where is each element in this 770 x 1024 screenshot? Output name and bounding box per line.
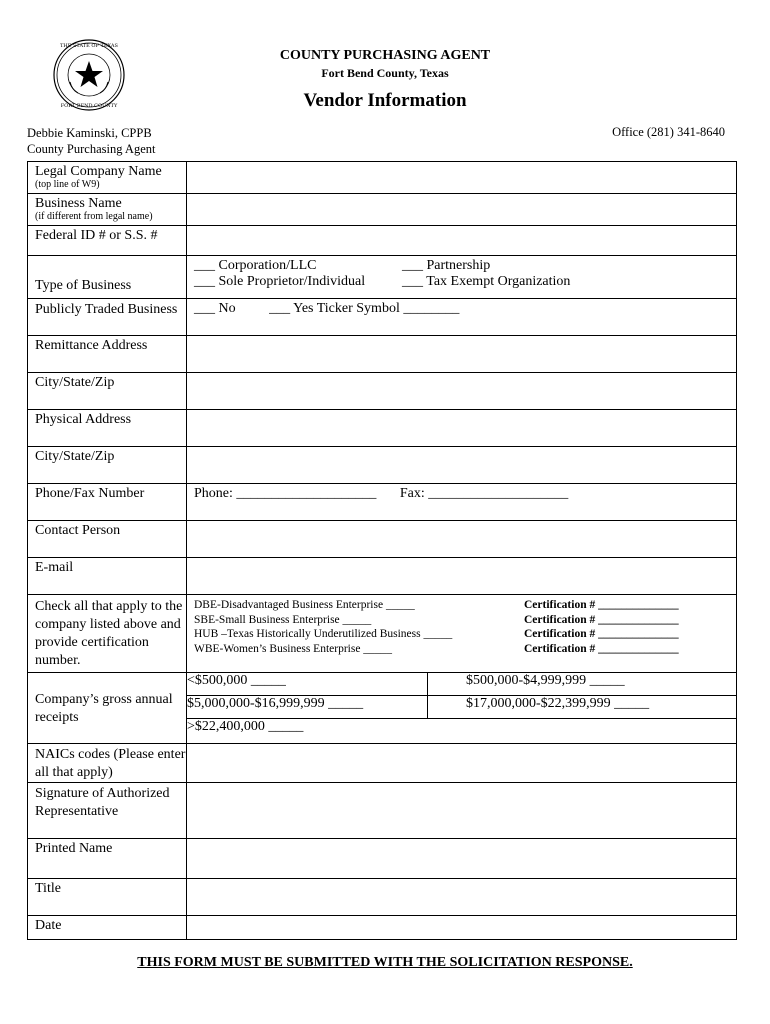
physical-address-label: Physical Address — [28, 410, 187, 447]
public-yes-option[interactable]: ___ Yes Ticker Symbol ________ — [269, 301, 460, 316]
phone-fax-field — [187, 484, 737, 521]
type-sole-proprietor-option[interactable]: ___ Sole Proprietor/Individual — [194, 274, 366, 289]
receipts-over-22m[interactable]: >$22,400,000 _____ — [187, 719, 428, 742]
type-label: Type of Business — [28, 256, 187, 299]
type-corporation-option[interactable]: ___ Corporation/LLC — [194, 258, 317, 273]
county-subheading: Fort Bend County, Texas — [321, 66, 449, 80]
email-label: E-mail — [28, 558, 187, 595]
agent-title: County Purchasing Agent — [27, 142, 156, 156]
title-field[interactable] — [187, 879, 737, 916]
city-state-zip-field-2[interactable] — [187, 447, 737, 484]
contact-person-label: Contact Person — [28, 521, 187, 558]
remittance-address-label: Remittance Address — [28, 336, 187, 373]
email-field[interactable] — [187, 558, 737, 595]
svg-text:FORT BEND COUNTY: FORT BEND COUNTY — [60, 103, 118, 109]
publicly-traded-label: Publicly Traded Business — [28, 299, 187, 336]
sbe-option[interactable]: SBE-Small Business Enterprise _____ — [194, 613, 372, 626]
city-state-zip-field-1[interactable] — [187, 373, 737, 410]
printed-name-field[interactable] — [187, 839, 737, 879]
federal-id-field[interactable] — [187, 226, 737, 256]
type-tax-exempt-option[interactable]: ___ Tax Exempt Organization — [402, 274, 571, 289]
receipts-500k-5m[interactable]: $500,000-$4,999,999 _____ — [466, 673, 625, 688]
public-no-option[interactable]: ___ No — [194, 301, 236, 316]
receipts-under-500k[interactable]: <$500,000 _____ — [187, 673, 428, 696]
type-options — [187, 256, 737, 299]
federal-id-label: Federal ID # or S.S. # — [28, 226, 187, 256]
phone-field[interactable]: Phone: ____________________ — [194, 486, 377, 501]
wbe-certification-number[interactable]: Certification # ______________ — [524, 642, 679, 655]
gross-receipts-label: Company’s gross annual receipts — [28, 673, 187, 744]
wbe-option[interactable]: WBE-Women’s Business Enterprise _____ — [194, 642, 393, 655]
agent-info — [27, 125, 155, 157]
sbe-certification-number[interactable]: Certification # ______________ — [524, 613, 679, 626]
svg-text:THE STATE OF TEXAS: THE STATE OF TEXAS — [60, 43, 118, 49]
legal-name-field[interactable] — [187, 162, 737, 194]
naics-label: NAICs codes (Please enter all that apply) — [28, 744, 187, 783]
agent-name: Debbie Kaminski, CPPB — [27, 126, 152, 140]
contact-person-field[interactable] — [187, 521, 737, 558]
date-field[interactable] — [187, 916, 737, 940]
page-title: Vendor Information — [303, 90, 467, 111]
office-phone: Office (281) 341-8640 — [612, 125, 725, 139]
submission-notice: THIS FORM MUST BE SUBMITTED WITH THE SOLICITATION RESPONSE. — [137, 955, 633, 970]
business-name-field[interactable] — [187, 194, 737, 226]
business-name-label: Business Name (if different from legal name) — [28, 194, 187, 226]
physical-address-field[interactable] — [187, 410, 737, 447]
dbe-option[interactable]: DBE-Disadvantaged Business Enterprise _____ — [194, 599, 415, 611]
receipts-5m-17m[interactable]: $5,000,000-$16,999,999 _____ — [187, 696, 428, 719]
legal-name-label: Legal Company Name (top line of W9) — [28, 162, 187, 194]
date-label: Date — [28, 916, 187, 940]
title-label: Title — [28, 879, 187, 916]
dbe-certification-number[interactable]: Certification # ______________ — [524, 599, 679, 611]
publicly-traded-options — [187, 299, 737, 336]
agency-heading: COUNTY PURCHASING AGENT — [279, 48, 491, 63]
city-state-zip-label-2: City/State/Zip — [28, 447, 187, 484]
hub-option[interactable]: HUB –Texas Historically Underutilized Business _____ — [194, 628, 453, 640]
signature-label: Signature of Authorized Representative — [28, 783, 187, 839]
remittance-address-field[interactable] — [187, 336, 737, 373]
vendor-form-table — [27, 161, 737, 940]
printed-name-label: Printed Name — [28, 839, 187, 879]
receipts-17m-22m[interactable]: $17,000,000-$22,399,999 _____ — [428, 696, 737, 719]
gross-receipts-options — [187, 673, 737, 744]
naics-field[interactable] — [187, 744, 737, 783]
certification-label: Check all that apply to the company listed above and provide certification number. — [28, 595, 187, 673]
fax-field[interactable]: Fax: ____________________ — [399, 486, 569, 501]
certification-options — [187, 595, 737, 673]
phone-fax-label: Phone/Fax Number — [28, 484, 187, 521]
hub-certification-number[interactable]: Certification # ______________ — [524, 628, 679, 640]
type-partnership-option[interactable]: ___ Partnership — [402, 258, 491, 273]
signature-field[interactable] — [187, 783, 737, 839]
city-state-zip-label-1: City/State/Zip — [28, 373, 187, 410]
